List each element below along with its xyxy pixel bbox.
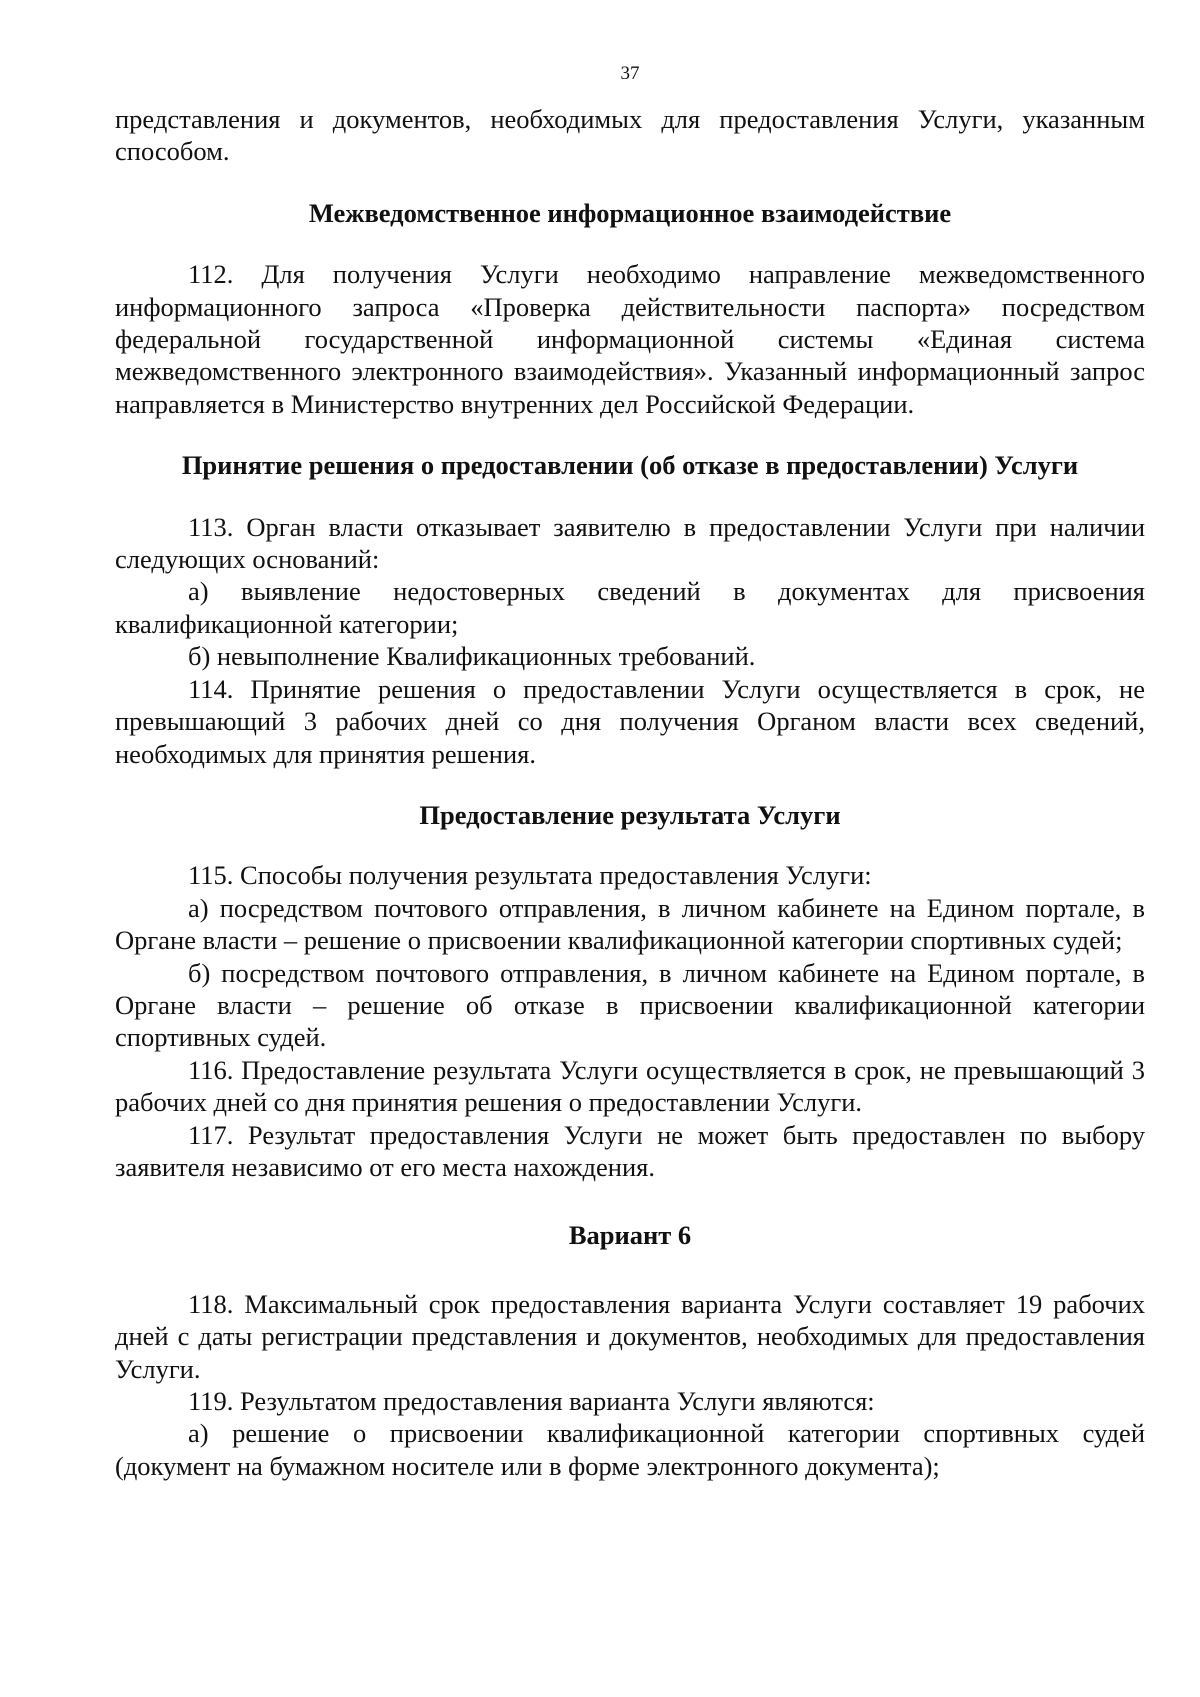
paragraph-113-b: б) невыполнение Квалификационных требований. xyxy=(188,641,756,672)
section-heading-variant-6: Вариант 6 xyxy=(568,1220,692,1251)
paragraph-118: 118. Максимальный срок предоставления варианта Услуги составляет 19 рабочих дней с даты регистрации представления и документов, необходимых для предоставления Услуги. xyxy=(115,1288,1145,1384)
paragraph-113-a: а) выявление недостоверных сведений в документах для присвоения квалификационной категории; xyxy=(115,576,1145,639)
paragraph-119: 119. Результатом предоставления варианта Услуги являются: xyxy=(188,1386,875,1416)
paragraph-117: 117. Результат предоставления Услуги не может быть предоставлен по выбору заявителя независимо от его места нахождения. xyxy=(115,1119,1145,1182)
paragraph-intro: представления и документов, необходимых для предоставления Услуги, указанным способом. xyxy=(115,104,1145,167)
paragraph-115-b: б) посредством почтового отправления, в личном кабинете на Едином портале, в Органе власти – решение об отказе в присвоении квалификационной категории спортивных судей. xyxy=(115,957,1145,1053)
document-page xyxy=(115,62,1145,1482)
section-heading-decision: Принятие решения о предоставлении (об отказе в предоставлении) Услуги xyxy=(181,450,1079,481)
paragraph-115-a: а) посредством почтового отправления, в личном кабинете на Едином портале, в Органе власти – решение о присвоении квалификационной категории спортивных судей; xyxy=(115,892,1145,956)
paragraph-113: 113. Орган власти отказывает заявителю в предоставлении Услуги при наличии следующих оснований: xyxy=(115,511,1145,575)
section-heading-interagency: Межведомственное информационное взаимодействие xyxy=(308,197,952,228)
section-heading-result: Предоставление результата Услуги xyxy=(419,799,841,830)
paragraph-119-a: а) решение о присвоении квалификационной категории спортивных судей (документ на бумажном носителе или в форме электронного документа); xyxy=(115,1418,1145,1481)
paragraph-116: 116. Предоставление результата Услуги осуществляется в срок, не превышающий 3 рабочих дней со дня принятия решения о предоставлении Услуги. xyxy=(115,1054,1145,1118)
paragraph-114: 114. Принятие решения о предоставлении Услуги осуществляется в срок, не превышающий 3 рабочих дней со дня получения Органом власти всех сведений, необходимых для принятия решения. xyxy=(115,673,1145,769)
page-number: 37 xyxy=(620,63,640,84)
paragraph-112: 112. Для получения Услуги необходимо направление межведомственного информационного запроса «Проверка действительности паспорта» посредством федеральной государственной информационной системы «Единая система межведомственного электронного взаимодействия». Указанный информационный запрос направляется в Министерство внутренних дел Российской Федерации. xyxy=(115,259,1145,419)
paragraph-115: 115. Способы получения результата предоставления Услуги: xyxy=(188,860,872,891)
